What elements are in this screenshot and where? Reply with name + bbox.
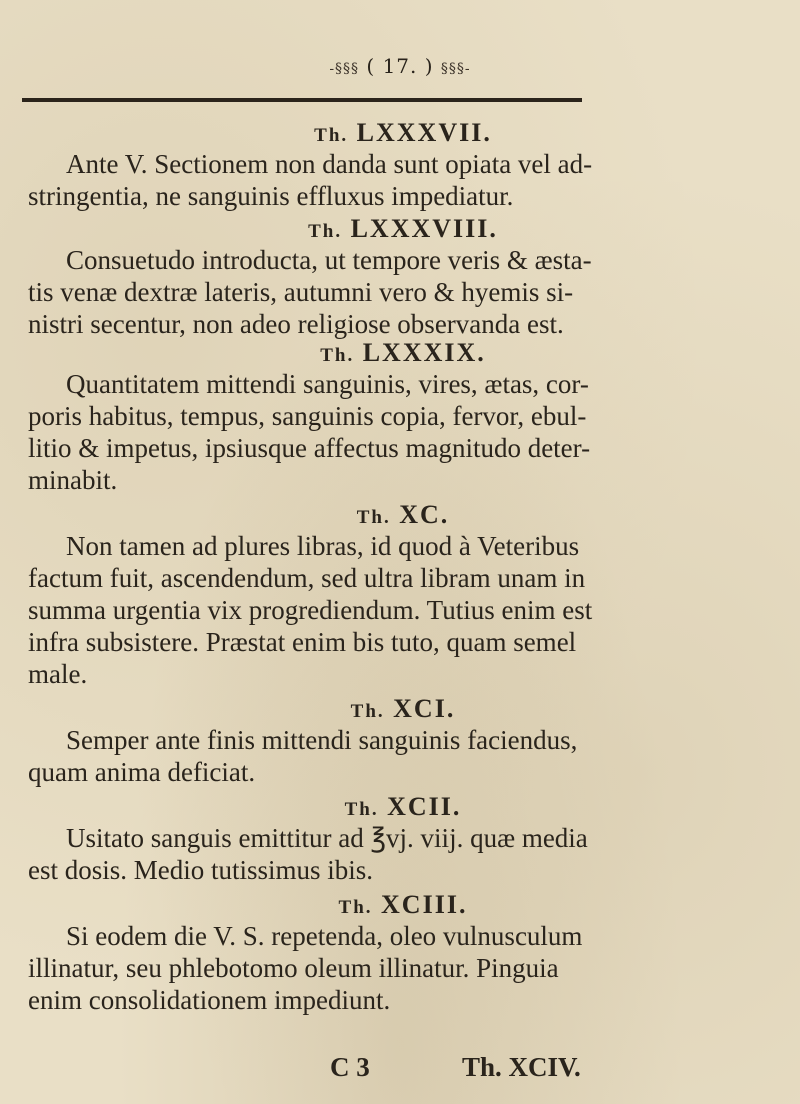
th-label: Th. bbox=[356, 507, 391, 528]
section-text bbox=[28, 368, 778, 496]
header-ornament-left: -§§§ bbox=[329, 61, 360, 77]
section-text bbox=[28, 148, 778, 212]
signature-mark: C 3 bbox=[330, 1052, 370, 1082]
section-number: XCII. bbox=[387, 792, 462, 821]
section-text bbox=[28, 244, 778, 340]
text-line: factum fuit, ascendendum, sed ultra libram unam in bbox=[28, 563, 586, 593]
section-heading bbox=[28, 338, 778, 368]
section-heading bbox=[28, 792, 778, 822]
section-heading bbox=[28, 214, 778, 244]
text-line: quam anima deficiat. bbox=[28, 757, 256, 787]
th-label: Th. bbox=[308, 221, 343, 242]
text-line: Non tamen ad plures libras, id quod à Veteribus bbox=[66, 531, 580, 561]
text-line: Consuetudo introducta, ut tempore veris & æsta- bbox=[66, 245, 592, 275]
text-line: nistri secentur, non adeo religiose observanda est. bbox=[28, 309, 564, 339]
section-heading bbox=[28, 118, 778, 148]
header-ornament-right: §§§- bbox=[440, 61, 471, 77]
section-text bbox=[28, 724, 778, 788]
th-label: Th. bbox=[338, 897, 373, 918]
text-line: litio & impetus, ipsiusque affectus magnitudo deter- bbox=[28, 433, 591, 463]
th-label: Th. bbox=[320, 345, 355, 366]
text-line: enim consolidationem impediunt. bbox=[28, 985, 391, 1015]
text-line: Usitato sanguis emittitur ad ℥vj. viij. quæ media bbox=[66, 823, 588, 853]
section-90 bbox=[28, 500, 778, 690]
catchword: Th. XCIV. bbox=[462, 1052, 581, 1082]
section-87 bbox=[28, 118, 778, 212]
section-88 bbox=[28, 214, 778, 340]
text-line: male. bbox=[28, 659, 88, 689]
text-line: minabit. bbox=[28, 465, 118, 495]
text-line: poris habitus, tempus, sanguinis copia, fervor, ebul- bbox=[28, 401, 587, 431]
text-line: stringentia, ne sanguinis effluxus impediatur. bbox=[28, 181, 514, 211]
section-text bbox=[28, 530, 778, 690]
section-text bbox=[28, 822, 778, 886]
section-92 bbox=[28, 792, 778, 886]
text-line: summa urgentia vix progrediendum. Tutius enim est bbox=[28, 595, 593, 625]
section-heading bbox=[28, 500, 778, 530]
section-text bbox=[28, 920, 778, 1016]
section-number: XC. bbox=[399, 500, 450, 529]
section-93 bbox=[28, 890, 778, 1016]
th-label: Th. bbox=[350, 701, 385, 722]
text-line: illinatur, seu phlebotomo oleum illinatur. Pinguia bbox=[28, 953, 559, 983]
section-89 bbox=[28, 338, 778, 496]
text-line: infra subsistere. Præstat enim bis tuto, quam semel bbox=[28, 627, 577, 657]
section-heading bbox=[28, 890, 778, 920]
text-line: est dosis. Medio tutissimus ibis. bbox=[28, 855, 374, 885]
section-number: XCI. bbox=[393, 694, 456, 723]
text-line: Quantitatem mittendi sanguinis, vires, ætas, cor- bbox=[66, 369, 589, 399]
page-number: ( 17. ) bbox=[366, 54, 434, 78]
th-label: Th. bbox=[314, 125, 349, 146]
th-label: Th. bbox=[344, 799, 379, 820]
section-heading bbox=[28, 694, 778, 724]
running-header bbox=[0, 54, 800, 78]
header-rule bbox=[22, 98, 582, 102]
section-number: LXXXIX. bbox=[362, 338, 486, 367]
text-line: tis venæ dextræ lateris, autumni vero & hyemis si- bbox=[28, 277, 574, 307]
section-number: XCIII. bbox=[381, 890, 468, 919]
section-number: LXXXVII. bbox=[356, 118, 492, 147]
text-line: Si eodem die V. S. repetenda, oleo vulnusculum bbox=[66, 921, 583, 951]
section-number: LXXXVIII. bbox=[350, 214, 498, 243]
text-line: Semper ante finis mittendi sanguinis faciendus, bbox=[66, 725, 578, 755]
text-line: Ante V. Sectionem non danda sunt opiata vel ad- bbox=[66, 149, 593, 179]
section-91 bbox=[28, 694, 778, 788]
